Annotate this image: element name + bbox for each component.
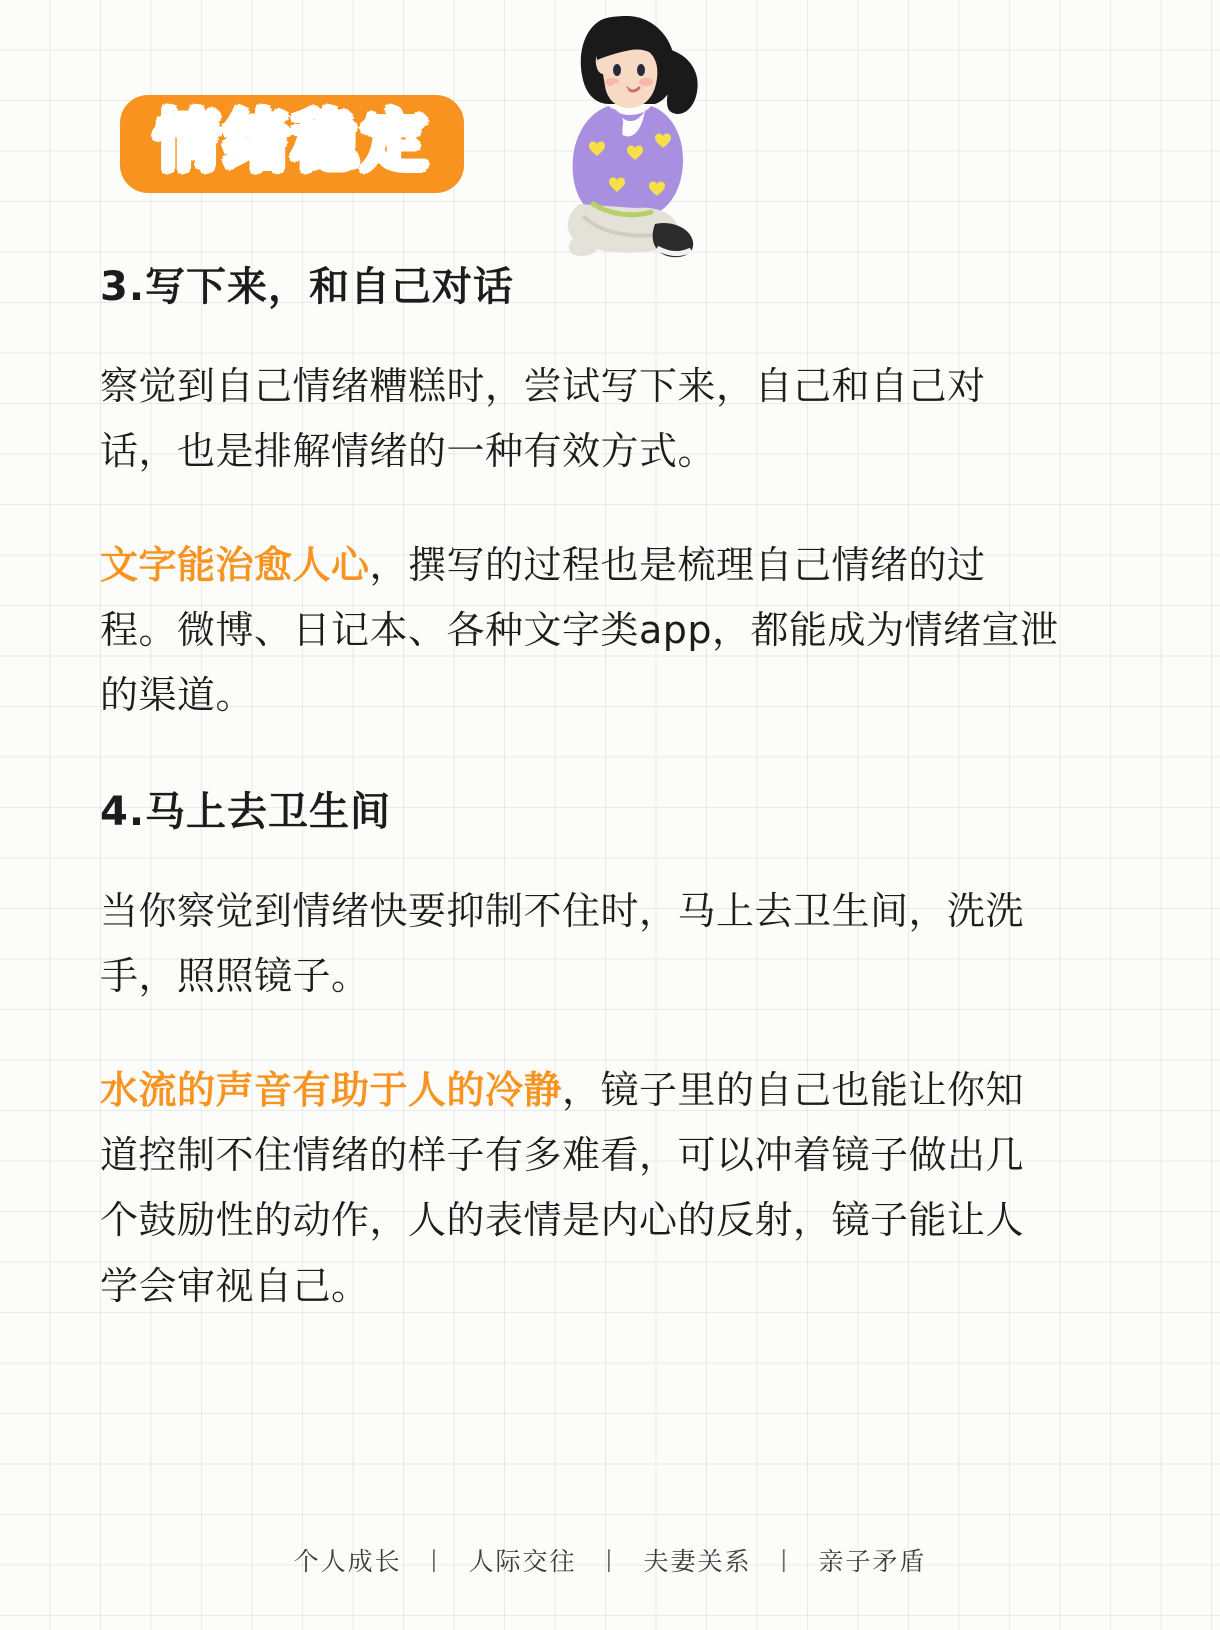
- paragraph-3-1: 察觉到自己情绪糟糕时，尝试写下来，自己和自己对话，也是排解情绪的一种有效方式。: [100, 364, 986, 474]
- paragraph-4-2-rest: ，镜子里的自己也能让你知道控制不住情绪的样子有多难看，可以冲着镜子做出几个鼓励性的动作，人的表情是内心的反射，镜子能让人学会审视自己。: [100, 1067, 1025, 1308]
- paragraph-3-2: [100, 533, 1060, 729]
- footer-tags: [0, 1542, 1220, 1578]
- footer-tag-3: 夫妻关系: [643, 1547, 752, 1576]
- paragraph-3-2-rest: ，撰写的过程也是梳理自己情绪的过程。微博、日记本、各种文字类app，都能成为情绪宣泄的渠道。: [100, 542, 1059, 718]
- article-body: [100, 262, 1060, 1367]
- footer-tag-1: 个人成长: [293, 1547, 402, 1576]
- footer-tag-4: 亲子矛盾: [818, 1547, 927, 1576]
- section-heading-4: 4.马上去卫生间: [100, 788, 392, 835]
- title-badge: [120, 95, 464, 193]
- footer-separator-2: 丨: [596, 1547, 624, 1576]
- highlight-text-2: 水流的声音有助于人的冷静: [100, 1067, 563, 1112]
- girl-sitting-cross-legged-illustration: [505, 8, 725, 273]
- footer-tag-2: 人际交往: [468, 1547, 577, 1576]
- paragraph-4-2: [100, 1058, 1060, 1319]
- page-title: 情绪稳定: [154, 103, 430, 180]
- footer-separator-1: 丨: [421, 1547, 449, 1576]
- highlight-text-1: 文字能治愈人心: [100, 542, 370, 587]
- paragraph-4-1: 当你察觉到情绪快要抑制不住时，马上去卫生间，洗洗手，照照镜子。: [100, 888, 1025, 999]
- footer-separator-3: 丨: [771, 1547, 799, 1576]
- section-heading-3: 3.写下来，和自己对话: [100, 264, 515, 310]
- page-header: [0, 0, 1220, 270]
